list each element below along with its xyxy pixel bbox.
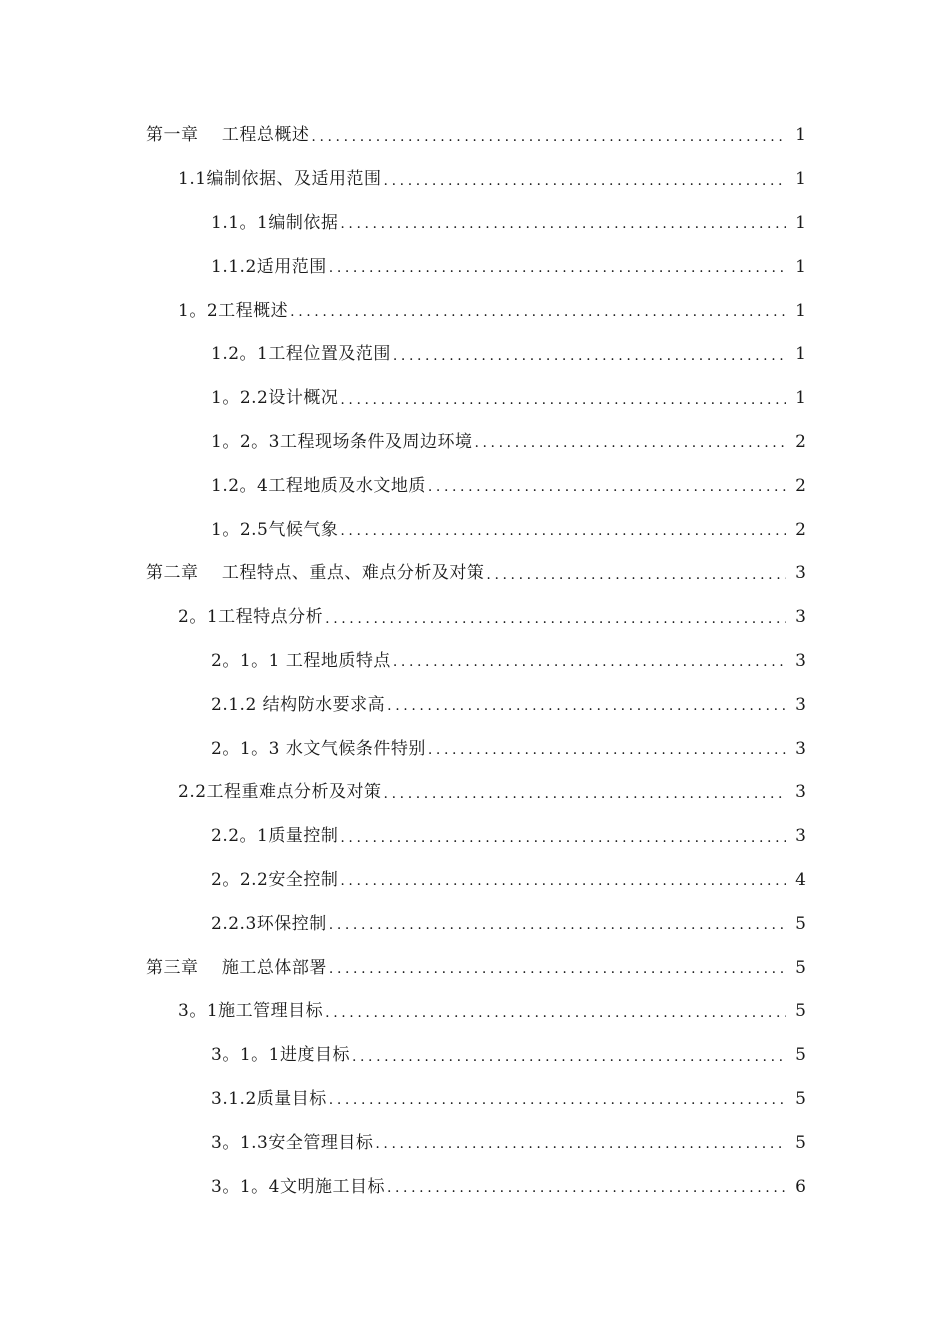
toc-entry-title: 1.1编制依据、及适用范围 [178,169,382,190]
toc-entry-title: 1。2。3工程现场条件及周边环境 [211,431,473,452]
toc-entry[interactable] [0,1165,950,1209]
toc-entry-page-number: 3 [795,650,806,671]
toc-entry-page-number: 5 [795,957,806,978]
toc-entry[interactable] [0,114,950,158]
toc-dot-leader [474,436,786,450]
toc-entry[interactable] [0,771,950,815]
toc-entry-title: 第三章 施工总体部署 [146,957,327,978]
toc-entry-title: 第二章 工程特点、重点、难点分析及对策 [146,563,485,584]
toc-dot-leader [428,480,786,494]
toc-entry-title: 第一章 工程总概述 [146,125,310,146]
toc-entry[interactable] [0,377,950,421]
toc-dot-leader [340,874,786,888]
toc-entry-title: 2。1。1 工程地质特点 [211,650,391,671]
toc-entry-title: 3.1.2质量目标 [211,1088,327,1109]
toc-entry-page-number: 5 [795,1132,806,1153]
toc-entry-page-number: 3 [795,738,806,759]
toc-entry-title: 1.2。4工程地质及水文地质 [211,475,426,496]
toc-entry[interactable] [0,946,950,990]
toc-dot-leader [311,130,786,144]
toc-entry-title: 2.2工程重难点分析及对策 [178,782,382,803]
toc-entry-title: 2.2.3环保控制 [211,913,327,934]
toc-entry-page-number: 3 [795,826,806,847]
toc-entry-page-number: 1 [795,125,806,146]
toc-entry-title: 3。1施工管理目标 [178,1001,324,1022]
toc-entry[interactable] [0,990,950,1034]
toc-entry-page-number: 1 [795,256,806,277]
toc-dot-leader [384,174,786,188]
toc-dot-leader [325,612,786,626]
toc-entry-page-number: 1 [795,212,806,233]
toc-entry[interactable] [0,727,950,771]
toc-entry[interactable] [0,421,950,465]
toc-entry-title: 2。1工程特点分析 [178,607,324,628]
toc-entry-title: 2.2。1质量控制 [211,826,339,847]
toc-entry[interactable] [0,902,950,946]
toc-entry[interactable] [0,815,950,859]
toc-dot-leader [329,962,786,976]
toc-entry-title: 3。1.3安全管理目标 [211,1132,374,1153]
toc-entry-title: 3。1。4文明施工目标 [211,1176,385,1197]
toc-dot-leader [329,918,786,932]
toc-dot-leader [325,1006,786,1020]
toc-entry[interactable] [0,596,950,640]
toc-dot-leader [387,699,786,713]
toc-entry-page-number: 1 [795,388,806,409]
toc-entry-page-number: 5 [795,1088,806,1109]
toc-dot-leader [329,1093,786,1107]
toc-dot-leader [486,568,786,582]
toc-dot-leader [340,831,786,845]
toc-entry-title: 2.1.2 结构防水要求高 [211,694,386,715]
toc-entry-page-number: 6 [795,1176,806,1197]
toc-dot-leader [428,743,786,757]
toc-entry-title: 1.2。1工程位置及范围 [211,344,391,365]
toc-entry[interactable] [0,859,950,903]
toc-entry-page-number: 1 [795,344,806,365]
toc-entry-title: 1。2.5气候气象 [211,519,339,540]
toc-entry-page-number: 2 [795,431,806,452]
toc-entry-title: 1.1.2适用范围 [211,256,327,277]
toc-entry-page-number: 5 [795,1001,806,1022]
toc-dot-leader [290,305,786,319]
toc-entry-page-number: 5 [795,913,806,934]
toc-entry[interactable] [0,508,950,552]
toc-entry-title: 3。1。1进度目标 [211,1045,350,1066]
toc-entry[interactable] [0,289,950,333]
toc-entry-title: 1。2.2设计概况 [211,388,339,409]
toc-dot-leader [329,261,786,275]
toc-entry-page-number: 4 [795,869,806,890]
toc-entry-page-number: 3 [795,782,806,803]
toc-entry[interactable] [0,245,950,289]
toc-entry[interactable] [0,683,950,727]
toc-entry[interactable] [0,1121,950,1165]
toc-entry[interactable] [0,202,950,246]
toc-entry[interactable] [0,640,950,684]
toc-dot-leader [340,393,786,407]
toc-dot-leader [393,655,786,669]
toc-entry-title: 2。1。3 水文气候条件特别 [211,738,426,759]
toc-dot-leader [340,524,786,538]
toc-dot-leader [393,349,786,363]
toc-entry-page-number: 3 [795,607,806,628]
toc-entry[interactable] [0,1078,950,1122]
toc-dot-leader [340,217,786,231]
toc-dot-leader [387,1181,786,1195]
toc-entry[interactable] [0,464,950,508]
toc-entry[interactable] [0,1034,950,1078]
toc-dot-leader [384,787,786,801]
toc-entry-page-number: 2 [795,519,806,540]
toc-entry-page-number: 3 [795,694,806,715]
toc-entry-page-number: 5 [795,1045,806,1066]
toc-entry[interactable] [0,333,950,377]
toc-dot-leader [375,1137,786,1151]
toc-entry-page-number: 3 [795,563,806,584]
toc-entry-title: 1。2工程概述 [178,300,289,321]
toc-entry-title: 2。2.2安全控制 [211,869,339,890]
toc-entry-page-number: 1 [795,169,806,190]
toc-entry[interactable] [0,158,950,202]
table-of-contents [0,114,950,1209]
toc-dot-leader [352,1050,786,1064]
toc-entry[interactable] [0,552,950,596]
toc-entry-page-number: 1 [795,300,806,321]
toc-entry-page-number: 2 [795,475,806,496]
toc-entry-title: 1.1。1编制依据 [211,212,339,233]
